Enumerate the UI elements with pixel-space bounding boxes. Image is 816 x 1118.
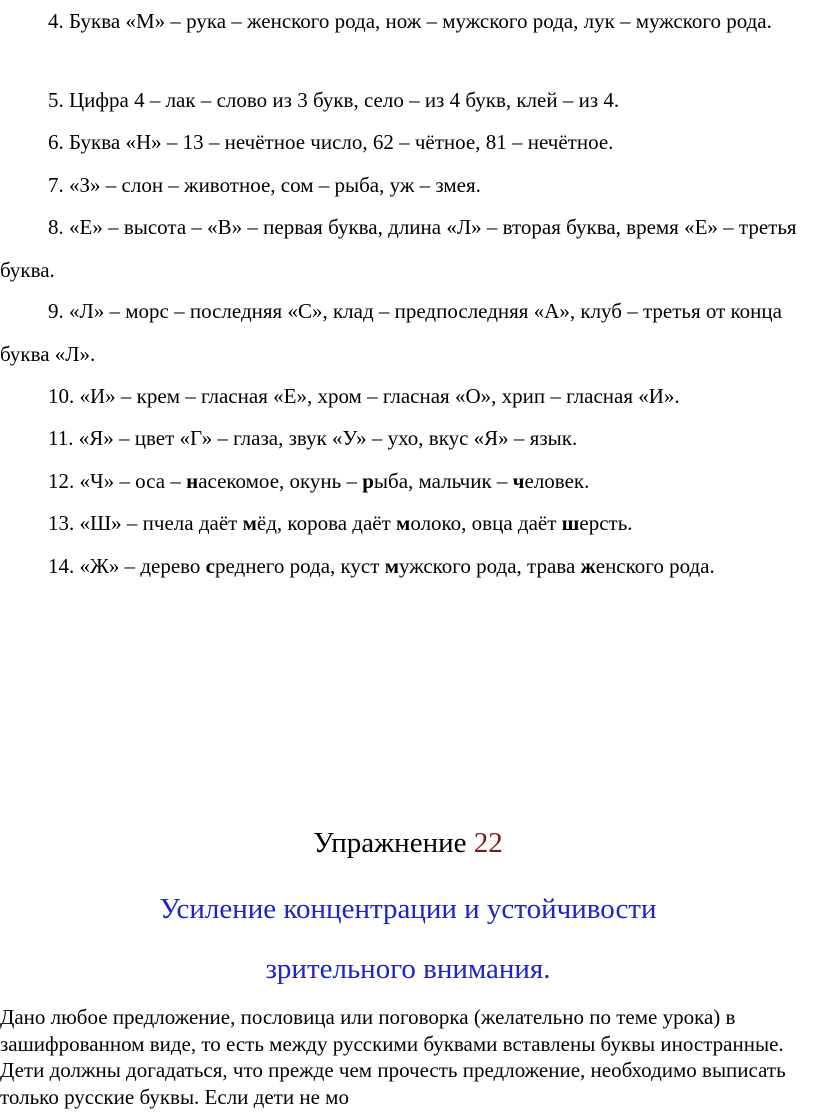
answer-item-5: 5. Цифра 4 – лак – слово из 3 букв, село – из 4 букв, клей – из 4. — [48, 88, 620, 112]
exercise-description: Дано любое предложение, пословица или поговорка (желательно по теме урока) в зашифрованном виде, то есть между русскими буквами вставлены буквы иностранные. Дети должны догадаться, что прежде чем прочесть предложение, необходимо выписать только русские буквы. Если дети не мо — [0, 1005, 786, 1109]
answer-item-8: 8. «Е» – высота – «В» – первая буква, длина «Л» – вторая буква, время «Е» – третья буква. — [0, 215, 797, 282]
answer-item-11: 11. «Я» – цвет «Г» – глаза, звук «У» – ухо, вкус «Я» – язык. — [48, 426, 578, 450]
answer-item-14: 14. «Ж» – дерево среднего рода, куст мужского рода, трава женского рода. — [48, 554, 715, 578]
answer-item-13: 13. «Ш» – пчела даёт мёд, корова даёт молоко, овца даёт шерсть. — [48, 511, 633, 535]
answer-item-6: 6. Буква «Н» – 13 – нечётное число, 62 – чётное, 81 – нечётное. — [48, 130, 614, 154]
exercise-heading — [0, 825, 816, 861]
exercise-subtitle-line-2: зрительного внимания. — [265, 953, 551, 985]
exercise-number: 22 — [473, 827, 503, 859]
answer-item-4: 4. Буква «М» – рука – женского рода, нож – мужского рода, лук – мужского рода. — [48, 9, 772, 33]
answer-item-10: 10. «И» – крем – гласная «Е», хром – гласная «О», хрип – гласная «И». — [48, 384, 680, 408]
answer-item-7: 7. «З» – слон – животное, сом – рыба, уж – змея. — [48, 173, 481, 197]
answer-item-12: 12. «Ч» – оса – насекомое, окунь – рыба, мальчик – человек. — [48, 469, 590, 493]
answer-item-9: 9. «Л» – морс – последняя «С», клад – предпоследняя «А», клуб – третья от конца буква «Л». — [0, 299, 782, 366]
exercise-label: Упражнение — [313, 827, 467, 859]
exercise-subtitle-line-1: Усиление концентрации и устойчивости — [159, 893, 657, 925]
